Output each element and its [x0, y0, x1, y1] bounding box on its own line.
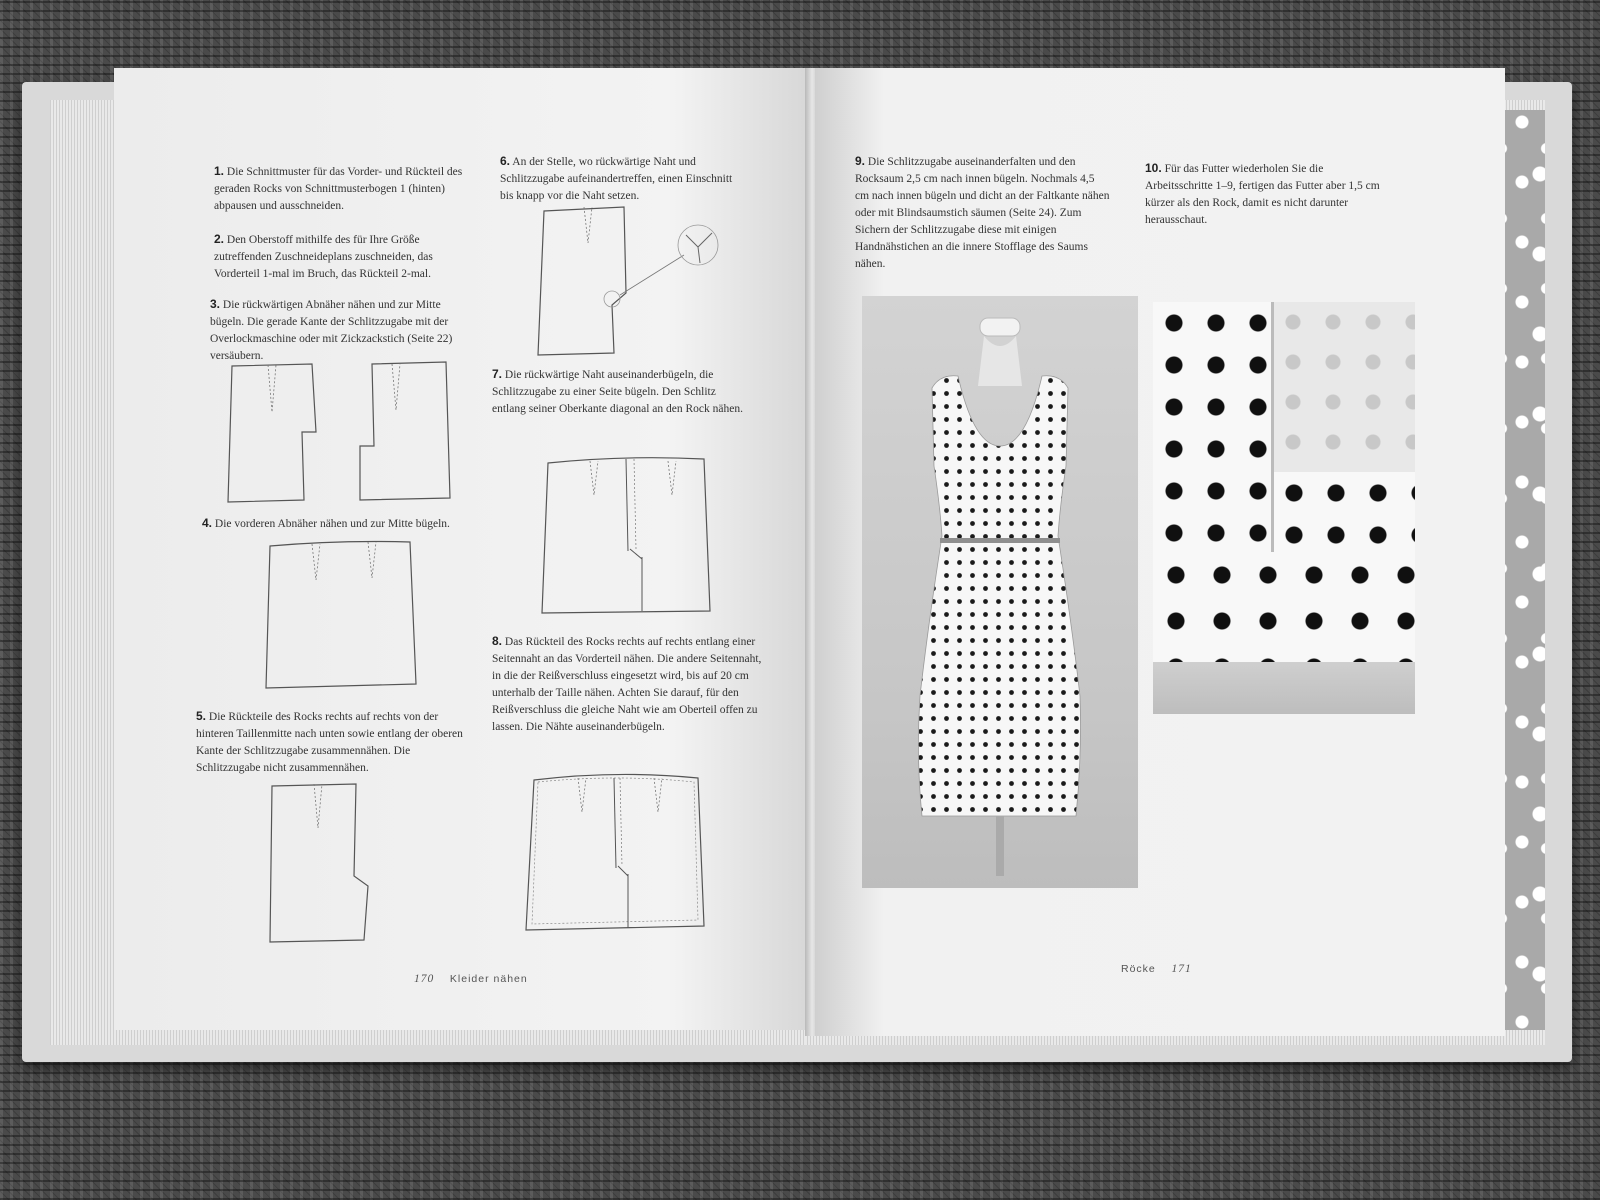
step-text: Für das Futter wiederholen Sie die Arbeitsschritte 1–9, fertigen das Futter aber 1,5 cm kürzer als den Rock, damit es nicht darunter herausschaut.: [1145, 163, 1380, 226]
step-2: [214, 231, 464, 283]
step-8: [492, 633, 762, 736]
step-7: [492, 366, 752, 418]
fabric-panel-left: [1153, 302, 1273, 552]
step-number: 2.: [214, 232, 225, 246]
right-page-footer: [1121, 963, 1192, 975]
step-3: [210, 296, 470, 365]
step-10: [1145, 160, 1385, 229]
fabric-panel-lining: [1273, 302, 1415, 472]
step-number: 4.: [202, 516, 213, 530]
step-6: [500, 153, 740, 205]
diagram-step-7: [538, 453, 718, 618]
step-text: Den Oberstoff mithilfe des für Ihre Größe zutreffenden Zuschneideplans zuschneiden, das Vorderteil 1-mal im Bruch, das Rückteil 2-mal.: [214, 234, 433, 280]
step-text: Die Schlitzzugabe auseinanderfalten und den Rocksaum 2,5 cm nach innen bügeln. Nochmals 4,5 cm nach innen bügeln und dicht an der Faltkante nähen oder mit Blindsaumstich säumen (Seite 24). Zum Sichern der Schlitzzugabe diese mit einigen Handnähstichen an die innere Stofflage des Saums nähen.: [855, 156, 1110, 270]
step-number: 8.: [492, 634, 503, 648]
fabric-panel-hem: [1153, 552, 1415, 662]
page-number: 171: [1171, 963, 1192, 975]
seam-line: [1271, 302, 1274, 552]
step-number: 5.: [196, 709, 207, 723]
fabric-panel-fold: [1273, 472, 1415, 552]
left-page: [114, 68, 814, 1030]
step-text: Die Schnittmuster für das Vorder- und Rückteil des geraden Rocks von Schnittmusterbogen 1 (hinten) abpausen und ausschneiden.: [214, 166, 463, 212]
step-number: 9.: [855, 154, 866, 168]
dress-photo: [862, 296, 1138, 888]
step-number: 3.: [210, 297, 221, 311]
page-number: 170: [414, 973, 435, 985]
step-number: 7.: [492, 367, 503, 381]
step-text: Die rückwärtigen Abnäher nähen und zur Mitte bügeln. Die gerade Kante der Schlitzzugabe mit der Overlockmaschine oder mit Zickzackstich (Seite 22) versäubern.: [210, 299, 453, 362]
diagram-step-6: [534, 203, 734, 363]
step-number: 6.: [500, 154, 511, 168]
step-text: Das Rückteil des Rocks rechts auf rechts entlang einer Seitennaht an das Vorderteil nähen. Die andere Seitennaht, in die der Reißverschluss eingesetzt wird, bis auf 20 cm unterhalb der Taille nähen. Achten Sie darauf, für den Reißverschluss die gleiche Naht wie am Oberteil offen zu lassen. Die Nähte auseinanderbügeln.: [492, 636, 762, 733]
step-number: 10.: [1145, 161, 1162, 175]
step-number: 1.: [214, 164, 225, 178]
step-4: [202, 515, 462, 533]
step-5: [196, 708, 466, 777]
step-9: [855, 153, 1110, 273]
left-page-footer: [414, 973, 528, 985]
diagram-step-3: [224, 360, 464, 510]
chapter-title: Röcke: [1121, 963, 1156, 975]
diagram-step-4: [264, 538, 424, 698]
table-surface: [1153, 662, 1415, 714]
step-text: Die rückwärtige Naht auseinanderbügeln, die Schlitzzugabe zu einer Seite bügeln. Den Schlitz entlang seiner Oberkante diagonal an den Rock nähen.: [492, 369, 743, 415]
diagram-step-8: [522, 768, 712, 943]
step-text: Die Rückteile des Rocks rechts auf rechts von der hinteren Taillenmitte nach unten sowie entlang der oberen Kante der Schlitzzugabe zusammennähen. Die Schlitzzugabe nicht zusammennähen.: [196, 711, 463, 774]
step-text: An der Stelle, wo rückwärtige Naht und Schlitzzugabe aufeinandertreffen, einen Einschnitt bis knapp vor die Naht setzen.: [500, 156, 733, 202]
step-1: [214, 163, 464, 215]
fabric-closeup-photo: [1153, 302, 1415, 714]
diagram-step-5: [264, 778, 384, 948]
step-text: Die vorderen Abnäher nähen und zur Mitte bügeln.: [214, 518, 450, 530]
chapter-title: Kleider nähen: [449, 973, 528, 985]
